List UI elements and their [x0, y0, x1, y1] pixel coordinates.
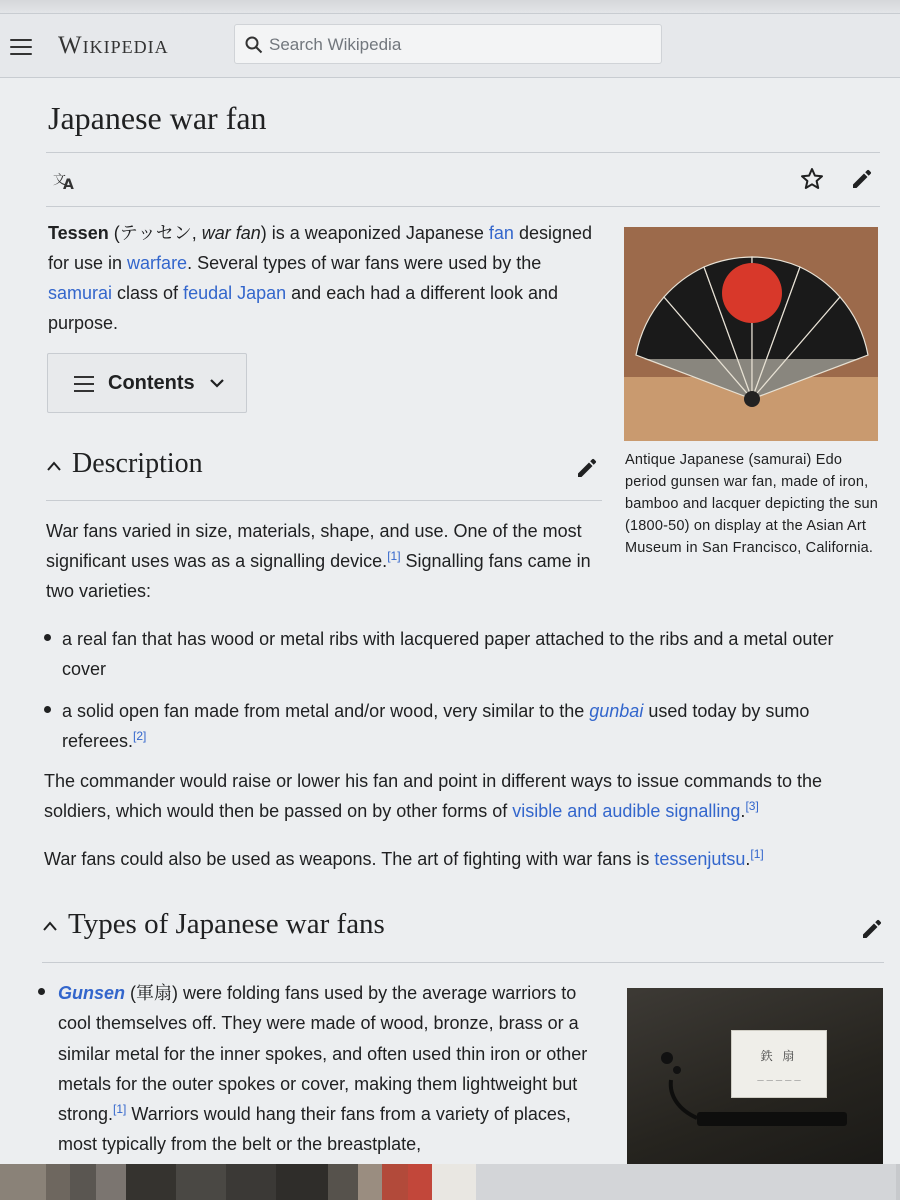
lead-comma: ,: [191, 223, 202, 243]
wikipedia-wordmark[interactable]: Wikipedia: [58, 32, 169, 59]
description-paragraph-3: [44, 844, 884, 874]
ref-1[interactable]: [1]: [750, 847, 764, 861]
description-heading-text: Description: [72, 448, 203, 479]
list-item: [58, 978, 610, 1160]
svg-text:A: A: [63, 177, 74, 192]
link-gunbai[interactable]: gunbai: [589, 701, 644, 721]
ref-3[interactable]: [3]: [745, 799, 759, 813]
search-box[interactable]: [234, 24, 662, 64]
chevron-down-icon: [208, 374, 226, 392]
title-divider: [46, 152, 880, 153]
desc-p1-text-a: War fans varied in size, materials, shape, and use. One of the most significant uses was as a signalling device.: [46, 521, 582, 571]
iron-fan-illustration: [627, 988, 883, 1164]
gunsen-text-b: Warriors would hang their fans from a variety of places, most typically from the belt or the breastplate,: [58, 1104, 571, 1155]
lead-term: Tessen: [48, 223, 109, 243]
lead-gloss: war fan: [201, 223, 261, 243]
desc-p1-text-b: Signalling fans came in two varieties:: [46, 551, 591, 601]
lead-text-5: and each had a different look and purpose.: [48, 283, 559, 333]
section-heading-types[interactable]: [42, 908, 385, 941]
thumbnail[interactable]: [46, 1164, 70, 1200]
types-divider: [42, 962, 884, 963]
thumbnail[interactable]: [226, 1164, 276, 1200]
link-samurai[interactable]: samurai: [48, 283, 113, 303]
lead-text-1: is a weaponized Japanese: [266, 223, 489, 243]
contents-list-icon: [74, 376, 94, 397]
language-icon[interactable]: [52, 170, 78, 192]
description-paragraph-2: [44, 766, 884, 826]
ref-2[interactable]: [2]: [133, 729, 147, 743]
desc-p2-text-a: The commander would raise or lower his fan and point in different ways to issue commands to the soldiers, which would then be passed on by other forms of: [44, 771, 823, 821]
tessen-exhibit-image[interactable]: [627, 988, 883, 1164]
war-fan-image[interactable]: [624, 227, 878, 441]
collapse-caret-icon[interactable]: [46, 460, 62, 472]
thumbnail[interactable]: [0, 1164, 46, 1200]
link-gunsen[interactable]: Gunsen: [58, 983, 126, 1003]
search-input[interactable]: [269, 31, 649, 59]
list-item-1-text: a real fan that has wood or metal ribs with lacquered paper attached to the ribs and a metal outer cover: [62, 629, 834, 679]
edit-section-pencil-icon[interactable]: [575, 456, 599, 480]
thumbnail[interactable]: [358, 1164, 382, 1200]
link-visible-audible-signalling[interactable]: visible and audible signalling: [512, 801, 741, 821]
thumbnail[interactable]: [70, 1164, 96, 1200]
contents-label: Contents: [108, 372, 195, 394]
list-bullet: [44, 634, 51, 641]
site-header: [0, 14, 900, 78]
desc-p2-text-b: .: [740, 801, 746, 821]
description-paragraph-1: [46, 516, 606, 606]
thumbnail[interactable]: [276, 1164, 328, 1200]
types-heading-text: Types of Japanese war fans: [68, 908, 385, 940]
thumbnail[interactable]: [126, 1164, 176, 1200]
search-icon: [245, 36, 263, 54]
link-tessenjutsu[interactable]: tessenjutsu: [654, 849, 746, 869]
thumbnail[interactable]: [432, 1164, 476, 1200]
svg-text:文: 文: [53, 173, 67, 188]
description-divider: [46, 500, 602, 501]
lead-paren-close: ): [260, 223, 267, 243]
contents-button[interactable]: [47, 353, 247, 413]
main-menu-button[interactable]: [10, 39, 32, 55]
list-item: [62, 696, 882, 756]
lead-paragraph: [48, 218, 608, 338]
list-bullet: [44, 706, 51, 713]
exhibit-card-small-print: — — — — —: [757, 1076, 801, 1084]
ref-1[interactable]: [1]: [113, 1102, 127, 1117]
thumbnail[interactable]: [96, 1164, 126, 1200]
lead-text-4: class of: [112, 283, 184, 303]
war-fan-illustration: [624, 227, 878, 441]
list-item-2-text-b: used today by sumo referees.: [62, 701, 810, 751]
list-item-2-text-a: a solid open fan made from metal and/or wood, very similar to the: [62, 701, 590, 721]
exhibit-card-title: 鉄 扇: [760, 1049, 798, 1063]
toolbar-divider: [46, 206, 880, 207]
edit-section-pencil-icon[interactable]: [860, 917, 884, 941]
thumbnail[interactable]: [408, 1164, 432, 1200]
lead-japanese: テッセン: [119, 223, 192, 243]
browser-top-strip: [0, 0, 900, 14]
desc-p3-text-b: .: [745, 849, 751, 869]
tab-thumbnail-strip[interactable]: [0, 1164, 900, 1200]
ref-1[interactable]: [1]: [387, 549, 401, 563]
page-title: Japanese war fan: [48, 100, 267, 136]
thumbnail[interactable]: [176, 1164, 226, 1200]
collapse-caret-icon[interactable]: [42, 920, 58, 932]
watch-star-icon[interactable]: [800, 167, 824, 191]
thumbnail[interactable]: [328, 1164, 358, 1200]
desc-p3-text-a: War fans could also be used as weapons. The art of fighting with war fans is: [44, 849, 655, 869]
thumbnail[interactable]: [382, 1164, 408, 1200]
section-heading-description[interactable]: [46, 448, 203, 480]
figure1-caption: Antique Japanese (samurai) Edo period gunsen war fan, made of iron, bamboo and lacquer depicting the sun (1800-50) on display at the Asian Art Museum in San Francisco, California.: [625, 452, 879, 556]
list-bullet: [38, 988, 45, 995]
gunsen-text-a: were folding fans used by the average warriors to cool themselves off. They were made of wood, bronze, brass or a similar metal for the inner spokes, and often used thin iron or other metals for the outer spokes or cover, making them lightweight but strong.: [58, 983, 588, 1125]
thumbnail-strip-fill: [476, 1164, 896, 1200]
lead-paren-open: (: [108, 223, 120, 243]
gunsen-kanji: (軍扇): [125, 983, 179, 1003]
edit-page-pencil-icon[interactable]: [850, 167, 874, 191]
link-fan[interactable]: fan: [488, 223, 514, 243]
lead-text-2: designed for use in: [48, 223, 593, 273]
link-warfare[interactable]: warfare: [127, 253, 188, 273]
list-item: [62, 624, 882, 684]
lead-text-3: . Several types of war fans were used by the: [187, 253, 542, 273]
link-feudal-japan[interactable]: feudal Japan: [183, 283, 287, 303]
